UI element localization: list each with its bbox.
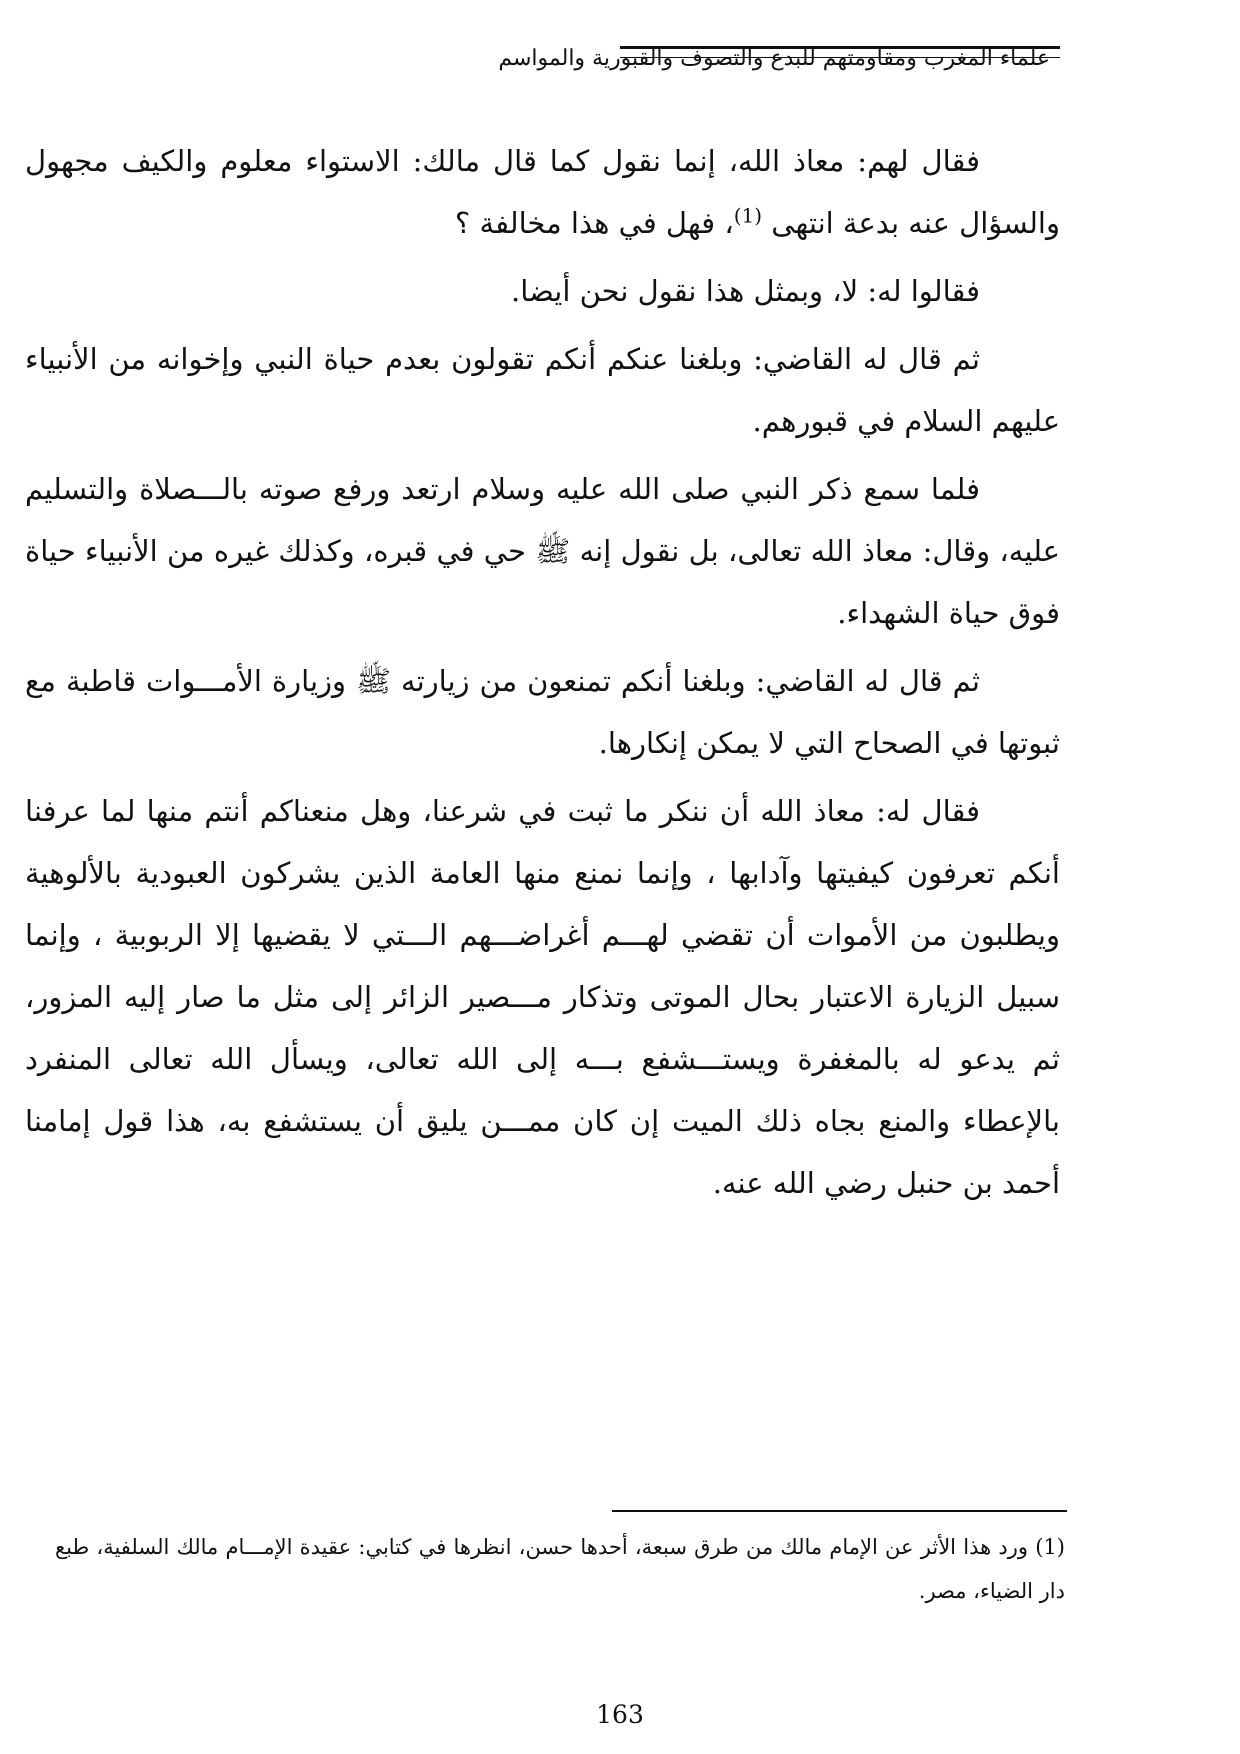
- paragraph-1-tail: ، فهل في هذا مخالفة ؟: [454, 206, 734, 240]
- running-header: [20, 28, 1050, 88]
- paragraph-2: فقالوا له: لا، وبمثل هذا نقول نحن أيضا.: [511, 274, 980, 308]
- paragraph-5: ثم قال له القاضي: وبلغنا أنكم تمنعون من زيارته ﷺ وزيارة الأمـــوات قاطبة مع ثبوتها في الصحاح التي لا يمكن إنكارها.: [25, 664, 1060, 760]
- paragraph-1: [25, 130, 1060, 254]
- footnote-reference: (1): [733, 203, 763, 228]
- footnote-separator: [612, 1510, 1067, 1512]
- page-number: 163: [596, 1700, 644, 1729]
- header-rule: [620, 46, 1060, 58]
- paragraph-4: فلما سمع ذكر النبي صلى الله عليه وسلام ارتعد ورفع صوته بالـــصلاة والتسليم عليه، وقال: معاذ الله تعالى، بل نقول إنه ﷺ حي في قبره، وكذلك غيره من الأنبياء حياة فوق حياة الشهداء.: [25, 472, 1060, 630]
- header-title: علماء المغرب ومقاومتهم للبدع والتصوف والقبورية والمواسم: [498, 45, 1050, 71]
- main-text: [25, 130, 1060, 1220]
- paragraph-1-text: فقال لهم: معاذ الله، إنما نقول كما قال مالك: الاستواء معلوم والكيف مجهول والسؤال عنه بدعة انتهى: [25, 144, 1060, 240]
- paragraph-6: فقال له: معاذ الله أن ننكر ما ثبت في شرعنا، وهل منعناكم أنتم منها لما عرفنا أنكم تعرفون كيفيتها وآدابها ، وإنما نمنع منها العامة الذين يشركون العبودية بالألوهية ويطلبون من الأموات أن تقضي لهـــم أغراضـــهم الـــتي لا يقضيها إلا الربوبية ، وإنما سبيل الزيارة الاعتبار بحال الموتى وتذكار مـــصير الزائر إلى مثل ما صار إليه المزور، ثم يدعو له بالمغفرة ويستـــشفع بـــه إلى الله تعالى، ويسأل الله تعالى المنفرد بالإعطاء والمنع بجاه ذلك الميت إن كان ممـــن يليق أن يستشفع به، هذا قول إمامنا أحمد بن حنبل رضي الله عنه.: [25, 794, 1060, 1200]
- footnotes: [55, 1525, 1065, 1613]
- footnote-1: (1) ورد هذا الأثر عن الإمام مالك من طرق سبعة، أحدها حسن، انظرها في كتابي: عقيدة الإمـــام مالك السلفية، طبع دار الضياء، مصر.: [55, 1535, 1065, 1603]
- paragraph-3: ثم قال له القاضي: وبلغنا عنكم أنكم تقولون بعدم حياة النبي وإخوانه من الأنبياء عليهم السلام في قبورهم.: [25, 342, 1060, 438]
